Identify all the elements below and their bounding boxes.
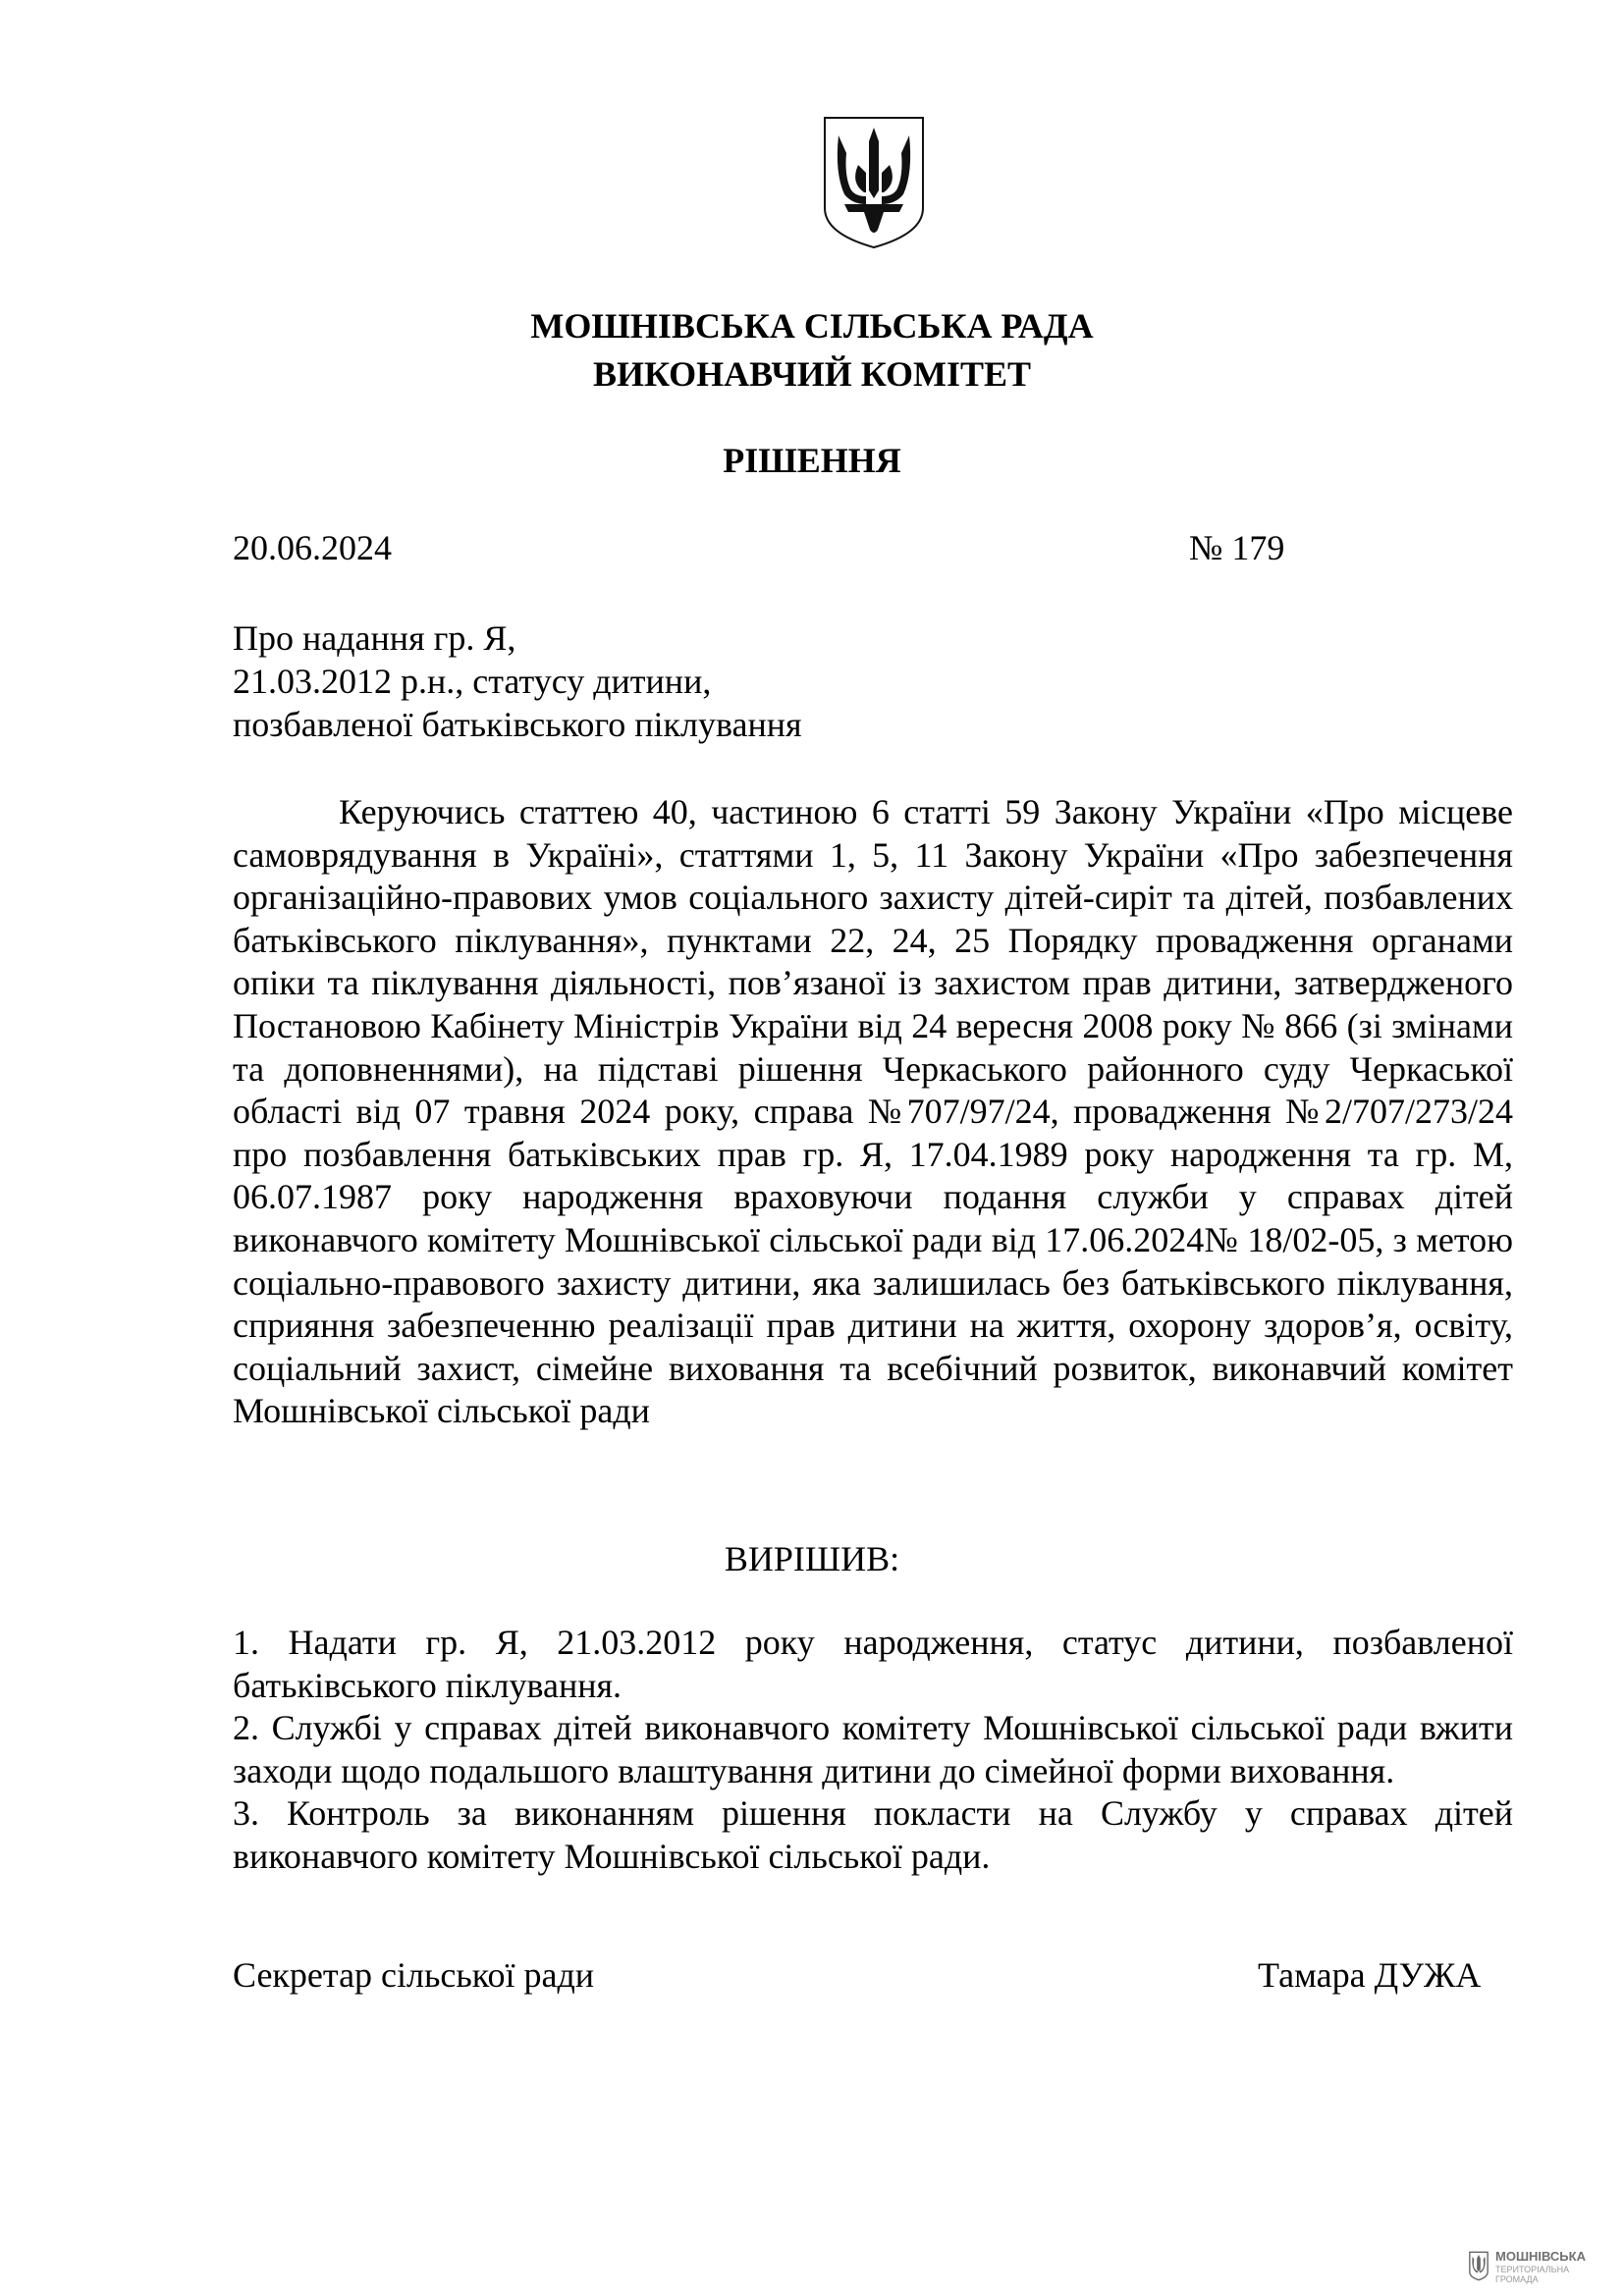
signature-position: Секретар сільської ради bbox=[233, 1955, 595, 1995]
preamble bbox=[233, 791, 1513, 1433]
document-number: № 179 bbox=[1189, 528, 1285, 567]
signature-name: Тамара ДУЖА bbox=[1258, 1955, 1482, 1995]
resolution-item: 1. Надати гр. Я, 21.03.2012 року народження, статус дитини, позбавленої батьківського піклування. bbox=[233, 1623, 1513, 1705]
resolution-items bbox=[233, 1622, 1513, 1879]
preamble-text: Керуючись статтею 40, частиною 6 статті 59 Закону України «Про місцеве самоврядування в Україні», статтями 1, 5, 11 Закону України «Про забезпечення організаційно-правових умов соціального захисту дітей-сиріт та дітей, позбавлених батьківського піклування», пунктами 22, 24, 25 Порядку провадження органами опіки та піклування діяльності, пов’язаної із захистом прав дитини, затвердженого Постановою Кабінету Міністрів України від 24 вересня 2008 року № 866 (зі змінами та доповненнями), на підставі рішення Черкаського районного суду Черкаської області від 07 травня 2024 року, справа №707/97/24, провадження №2/707/273/24 про позбавлення батьківських прав гр. Я, 17.04.1989 року народження та гр. М, 06.07.1987 року народження враховуючи подання служби у справах дітей виконавчого комітету Мошнівської сільської ради від 17.06.2024№ 18/02-05, з метою соціально-правового захисту дитини, яка залишилась без батьківського піклування, сприяння забезпеченню реалізації прав дитини на життя, охорону здоров’я, освіту, соціальний захист, сімейне виховання та всебічний розвиток, виконавчий комітет Мошнівської сільської ради bbox=[233, 792, 1513, 1431]
committee-name: ВИКОНАВЧИЙ КОМІТЕТ bbox=[592, 354, 1032, 394]
resolution-item: 2. Службі у справах дітей виконавчого комітету Мошнівської сільської ради вжити заходи щодо подальшого влаштування дитини до сімейної форми виховання. bbox=[233, 1708, 1513, 1790]
council-name: МОШНІВСЬКА СІЛЬСЬКА РАДА bbox=[530, 306, 1094, 346]
watermark bbox=[1468, 2248, 1605, 2287]
subject-line-1: Про надання гр. Я, bbox=[233, 618, 516, 658]
trident-emblem-icon bbox=[821, 114, 927, 251]
resolved-heading: ВИРІШИВ: bbox=[724, 1539, 900, 1578]
watermark-subtitle: ТЕРИТОРІАЛЬНА ГРОМАДА bbox=[1495, 2265, 1570, 2284]
document-date: 20.06.2024 bbox=[233, 528, 392, 567]
subject-line-3: позбавленої батьківського піклування bbox=[233, 705, 802, 744]
document-type: РІШЕННЯ bbox=[723, 441, 901, 480]
subject-line-2: 21.03.2012 р.н., статусу дитини, bbox=[233, 662, 712, 701]
trident-watermark-icon bbox=[1468, 2250, 1489, 2281]
watermark-title: МОШНІВСЬКА bbox=[1495, 2249, 1586, 2264]
resolution-item: 3. Контроль за виконанням рішення покласти на Службу у справах дітей виконавчого комітету Мошнівської сільської ради. bbox=[233, 1793, 1513, 1876]
